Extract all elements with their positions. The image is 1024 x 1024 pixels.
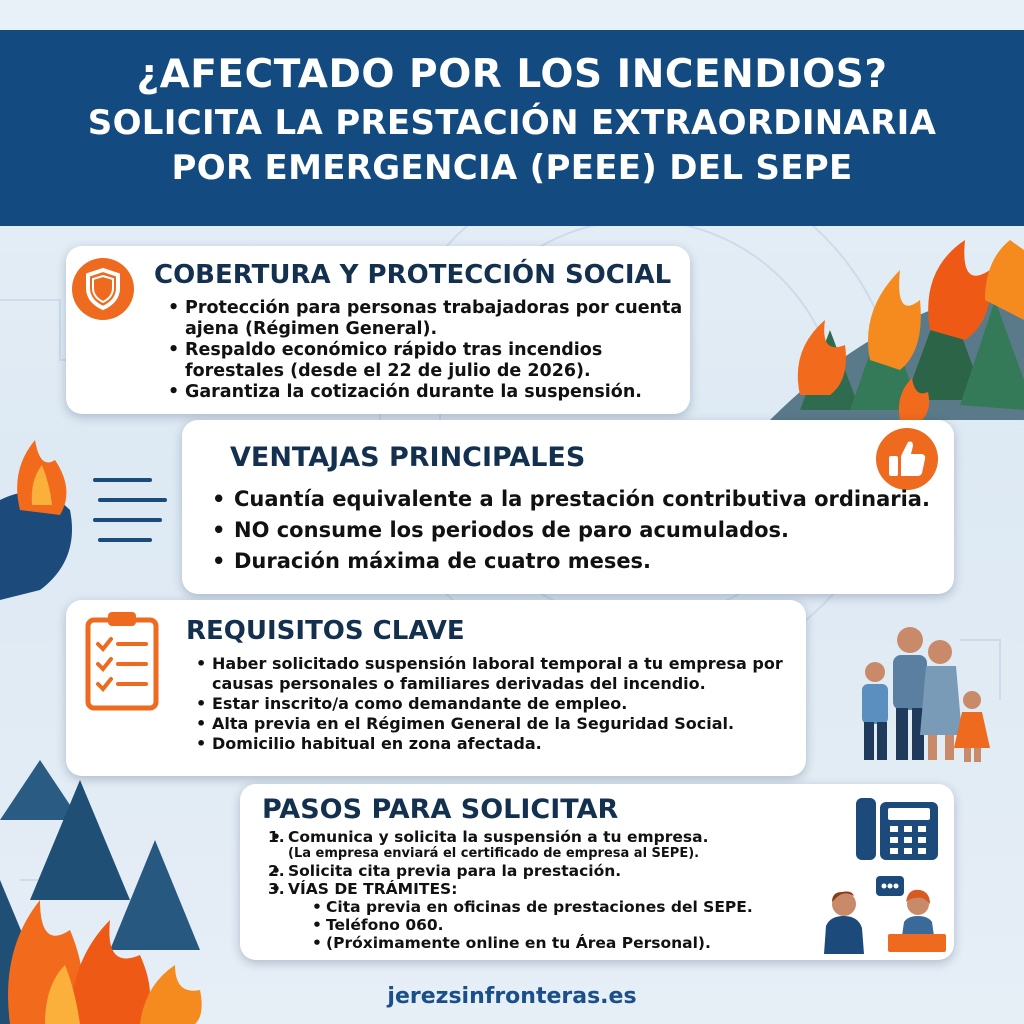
card-requisitos bbox=[66, 600, 806, 776]
telephone-icon bbox=[852, 792, 942, 864]
cobertura-title: COBERTURA Y PROTECCIÓN SOCIAL bbox=[154, 260, 672, 290]
ventajas-list bbox=[234, 484, 930, 577]
speed-lines bbox=[95, 480, 165, 540]
list-item: • (Próximamente online en tu Área Personal). bbox=[326, 934, 808, 952]
thumbs-up-icon bbox=[874, 426, 940, 492]
list-item: • Alta previa en el Régimen General de la Seguridad Social. bbox=[212, 714, 802, 734]
pasos-steps bbox=[268, 828, 808, 952]
requisitos-title: REQUISITOS CLAVE bbox=[186, 616, 465, 646]
header-title-line2: SOLICITA LA PRESTACIÓN EXTRAORDINARIA bbox=[87, 103, 937, 143]
step-item bbox=[268, 862, 808, 880]
footer-website[interactable]: jerezsinfronteras.es bbox=[387, 984, 637, 1009]
list-item: • NO consume los periodos de paro acumulados. bbox=[234, 515, 930, 546]
shield-icon bbox=[70, 256, 136, 322]
list-item: • Respaldo económico rápido tras incendios forestales (desde el 22 de julio de 2026). bbox=[185, 340, 685, 382]
requisitos-list bbox=[212, 654, 802, 754]
list-item: • Cita previa en oficinas de prestaciones del SEPE. bbox=[326, 898, 808, 916]
step-item bbox=[268, 828, 808, 862]
cobertura-list bbox=[185, 298, 685, 403]
header-banner bbox=[0, 30, 1024, 226]
clipboard-checklist-icon bbox=[82, 608, 162, 712]
list-item: • Estar inscrito/a como demandante de empleo. bbox=[212, 694, 802, 714]
header-title-line1: ¿AFECTADO POR LOS INCENDIOS? bbox=[136, 52, 888, 97]
list-item: • Protección para personas trabajadoras por cuenta ajena (Régimen General). bbox=[185, 298, 685, 340]
step-number: • 3. bbox=[268, 880, 285, 898]
step-note: (La empresa enviará el certificado de empresa al SEPE). bbox=[288, 846, 700, 861]
family-illustration bbox=[862, 627, 990, 762]
list-item: • Cuantía equivalente a la prestación contributiva ordinaria. bbox=[234, 484, 930, 515]
list-item: • Duración máxima de cuatro meses. bbox=[234, 546, 930, 577]
step-text: VÍAS DE TRÁMITES: bbox=[288, 880, 458, 898]
card-cobertura bbox=[66, 246, 690, 414]
list-item: • Domicilio habitual en zona afectada. bbox=[212, 734, 802, 754]
forest-fire-top-right bbox=[770, 240, 1024, 420]
list-item: • Garantiza la cotización durante la suspensión. bbox=[185, 382, 685, 403]
list-item: • Teléfono 060. bbox=[326, 916, 808, 934]
header-title-line3: POR EMERGENCIA (PEEE) DEL SEPE bbox=[171, 148, 853, 188]
vias-list bbox=[326, 898, 808, 952]
step-text: Solicita cita previa para la prestación. bbox=[288, 862, 622, 880]
flame-left bbox=[0, 440, 72, 600]
step-number: • 1. bbox=[268, 828, 285, 846]
card-ventajas bbox=[182, 420, 954, 594]
office-consultation-icon bbox=[818, 870, 946, 954]
pasos-title: PASOS PARA SOLICITAR bbox=[262, 794, 619, 825]
step-number: • 2. bbox=[268, 862, 285, 880]
list-item: • Haber solicitado suspensión laboral temporal a tu empresa por causas personales o familiares derivadas del incendio. bbox=[212, 654, 802, 694]
ventajas-title: VENTAJAS PRINCIPALES bbox=[230, 442, 586, 473]
card-pasos bbox=[240, 784, 954, 960]
step-text: Comunica y solicita la suspensión a tu empresa. bbox=[288, 828, 709, 846]
step-item bbox=[268, 880, 808, 952]
